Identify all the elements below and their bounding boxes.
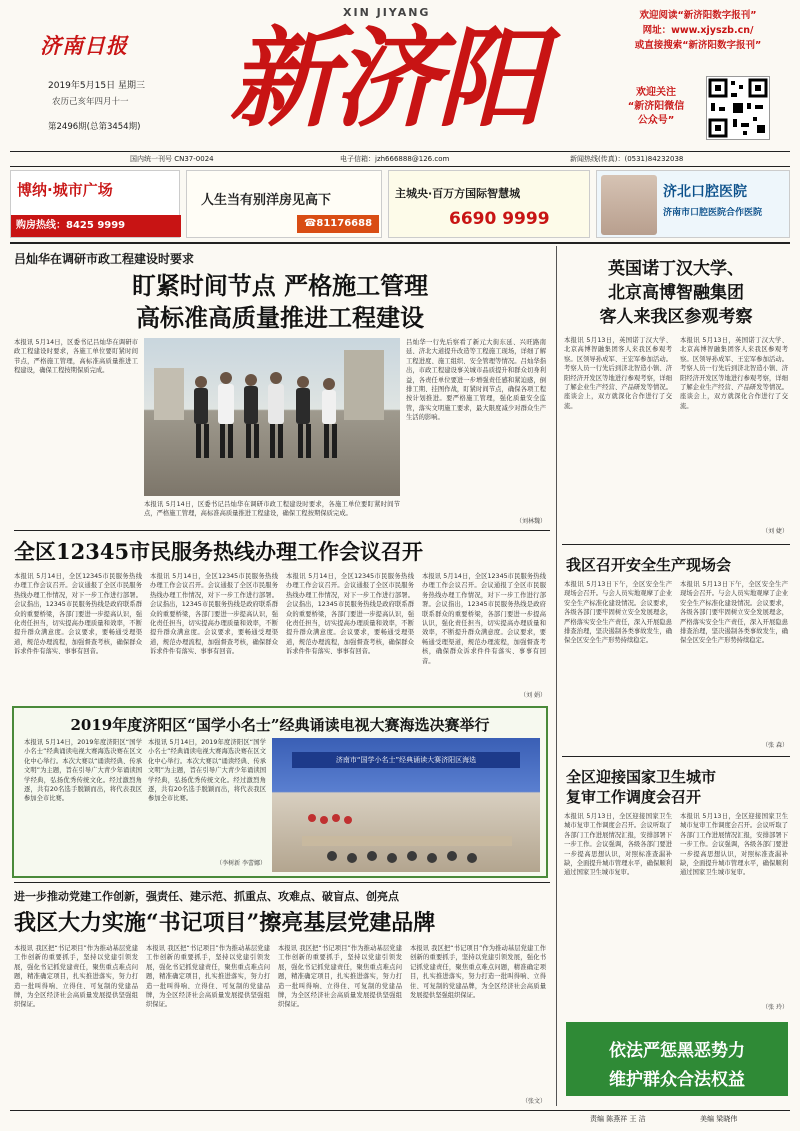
ad2-phone: ☎81176688 (297, 215, 379, 233)
article-safety-meeting (562, 546, 790, 754)
article1-body: 吕灿华一行先后察看了新元大街东延、兴旺路南延、济北大道提升改造等工程施工现场，详细了解工程进度、施工组织、安全管理等情况。吕灿华指出，市政工程建设事关城市品质提升和群众切身利益，各责任单位要进一步增强责任感和紧迫感，倒排工期、挂图作战，盯紧时间节点，确保各项工程按计划推进。要严格施工管理，强化质量安全监管，落实文明施工要求，最大限度减少对群众生产生活的影响。 (406, 339, 546, 422)
cn-number: 国内统一刊号 CN37-0024 (130, 155, 214, 163)
footer (10, 1113, 790, 1127)
article2-body-col2: 本报讯 5月14日，全区12345市民服务热线办理工作会议召开。会议通报了全区市民服务热线办理工作情况，对下一步工作进行部署。会议指出，12345市民服务热线是政府联系群众的重要桥梁，各部门要进一步提高认识，强化责任担当，切实提高办理质量和效率，不断提升群众满意度。会议要求，要畅通受理渠道，规范办理流程，加强督查考核，确保群众诉求件件有落实、事事有回音。 (150, 573, 278, 656)
article2-body-col1: 本报讯 5月14日，全区12345市民服务热线办理工作会议召开。会议通报了全区市民服务热线办理工作情况，对下一步工作进行部署。会议指出，12345市民服务热线是政府联系群众的重要桥梁，各部门要进一步提高认识，强化责任担当，切实提高办理质量和效率，不断提升群众满意度。会议要求，要畅通受理渠道，规范办理流程，加强督查考核，确保群众诉求件件有落实、事事有回音。 (14, 573, 142, 656)
article1-photo (144, 338, 400, 496)
slogan-line1: 依法严惩黑恶势力 (609, 1041, 745, 1061)
article3-body-col1: 本报讯 5月14日，2019年度济阳区“国学小名士”经典诵读电视大赛海选决赛在区文化中心举行。本次大赛以“诵读经典、传承文明”为主题，旨在引导广大青少年诵读国学经典，弘扬优秀传统文化。经过激烈角逐，共有20名选手脱颖而出，将代表我区参加全市比赛。 (24, 739, 142, 803)
ad1-phone: 购房热线：8425 9999 (11, 215, 181, 237)
article3-banner: 济南市“国学小名士”经典诵读大赛济阳区海选 (292, 752, 520, 768)
article3-body-col2: 本报讯 5月14日，2019年度济阳区“国学小名士”经典诵读电视大赛海选决赛在区文化中心举行。本次大赛以“诵读经典、传承文明”为主题，旨在引导广大青少年诵读国学经典，弘扬优秀传统文化。经过激烈角逐，共有20名选手脱颖而出，将代表我区参加全市比赛。 (148, 739, 266, 803)
slogan-box (566, 1022, 788, 1096)
ad4-sub: 济南市口腔医院合作医院 (663, 208, 763, 218)
article7-body-col2: 本报讯 5月13日，全区迎接国家卫生城市复审工作调度会召开。会议听取了各部门工作进展情况汇报，安排部署下一步工作。会议强调，各级各部门要进一步提高思想认识，对照标准查漏补缺，全面提升城市管理水平，确保顺利通过国家卫生城市复审。 (680, 813, 788, 877)
wechat-line2: “新济阳微信 (627, 101, 685, 112)
masthead (0, 0, 800, 152)
article1-body-under-photo: 本报讯 5月14日，区委书记吕灿华在调研市政工程建设时要求，各施工单位要盯紧时间节点，严格施工管理，高标准高质量推进工程建设，确保工程按期保质完成。 (144, 501, 400, 518)
wechat-line3: 公众号” (637, 115, 675, 126)
ad2-title: 人生当有别洋房见高下 (201, 193, 332, 208)
footer-editor: 责编 陈燕祥 王 洁 (590, 1115, 646, 1123)
article-12345-hotline (10, 532, 550, 704)
article1-byline: （刘林魏） (515, 518, 546, 525)
qr-code-icon (706, 76, 770, 140)
footer-designer: 美编 梁晓伟 (700, 1115, 738, 1123)
paper-small-logo: 济南日报 (40, 33, 128, 58)
article7-byline: （张 玲） (762, 1004, 788, 1011)
article-sanitary-city (562, 758, 790, 1018)
main-title: 新济阳 (228, 16, 541, 142)
article4-body-col3: 本报讯 我区把“书记项目”作为推动基层党建工作创新的重要抓手，坚持以党建引领发展，强化书记抓党建责任，聚焦重点难点问题，精准确定项目，扎实推进落实，努力打造一批叫得响、立得住、可复制的党建品牌，为全区经济社会高质量发展提供坚强组织保证。 (278, 945, 402, 1009)
promo-line3: 或直接搜索“新济阳数字报刊” (634, 40, 762, 51)
article3-headline: 2019年度济阳区“国学小名士”经典诵读电视大赛海选决赛举行 (70, 716, 490, 734)
article6-headline: 我区召开安全生产现场会 (566, 556, 732, 574)
article4-kicker: 进一步推动党建工作创新，强责任、建示范、抓重点、攻难点、破盲点、创亮点 (14, 890, 399, 903)
article1-lead: 本报讯 5月14日，区委书记吕灿华在调研市政工程建设时要求，各施工单位要盯紧时间节点，严格施工管理，高标准高质量推进工程建设，确保工程按期保质完成。 (14, 339, 138, 375)
article2-byline: （刘 娟） (520, 692, 546, 699)
promo-line1: 欢迎阅读“新济阳数字报刊” (639, 10, 757, 21)
lunar-date: 农历己亥年四月十一 (52, 97, 129, 107)
article2-headline: 全区12345市民服务热线办理工作会议召开 (14, 539, 424, 564)
article4-body-col2: 本报讯 我区把“书记项目”作为推动基层党建工作创新的重要抓手，坚持以党建引领发展，强化书记抓党建责任，聚焦重点难点问题，精准确定项目，扎实推进落实，努力打造一批叫得响、立得住、可复制的党建品牌，为全区经济社会高质量发展提供坚强组织保证。 (146, 945, 270, 1009)
article5-headline-2: 北京高博智融集团 (608, 283, 744, 303)
ad4-title: 济北口腔医院 (663, 184, 747, 200)
wechat-line1: 欢迎关注 (636, 87, 676, 98)
article2-body-col3: 本报讯 5月14日，全区12345市民服务热线办理工作会议召开。会议通报了全区市民服务热线办理工作情况，对下一步工作进行部署。会议指出，12345市民服务热线是政府联系群众的重要桥梁，各部门要进一步提高认识，强化责任担当，切实提高办理质量和效率，不断提升群众满意度。会议要求，要畅通受理渠道，规范办理流程，加强督查考核，确保群众诉求件件有落实、事事有回音。 (286, 573, 414, 656)
article7-headline-1: 全区迎接国家卫生城市 (566, 768, 717, 786)
article1-headline-2: 高标准高质量推进工程建设 (136, 303, 424, 332)
pinyin-title: XIN JIYANG (343, 6, 431, 19)
article4-byline: （张文） (521, 1098, 546, 1105)
ad-main-city[interactable] (388, 170, 590, 238)
ad-jibei-dental[interactable] (596, 170, 790, 238)
slogan-line2: 维护群众合法权益 (609, 1070, 745, 1090)
article2-body-col4: 本报讯 5月14日，全区12345市民服务热线办理工作会议召开。会议通报了全区市民服务热线办理工作情况，对下一步工作进行部署。会议指出，12345市民服务热线是政府联系群众的重要桥梁，各部门要进一步提高认识，强化责任担当，切实提高办理质量和效率，不断提升群众满意度。会议要求，要畅通受理渠道，规范办理流程，加强督查考核，确保群众诉求件件有落实、事事有回音。 (422, 573, 546, 665)
article-secretary-project (10, 884, 550, 1108)
article1-kicker: 吕灿华在调研市政工程建设时要求 (14, 252, 195, 266)
promo-line2: 网址：www.xjyszb.cn/ (642, 25, 754, 36)
article-municipal-works (10, 246, 550, 528)
article5-headline-3: 客人来我区参观考察 (599, 307, 753, 327)
ad4-photo (601, 175, 657, 235)
article5-headline-1: 英国诺丁汉大学、 (608, 259, 744, 279)
article6-byline: （张 森） (762, 742, 788, 749)
email: 电子信箱：jzh666888@126.com (340, 155, 450, 163)
date-line: 2019年5月15日 星期三 (48, 81, 145, 91)
ad3-title: 主城央·百万方国际智慧城 (395, 187, 521, 200)
article7-body-col1: 本报讯 5月13日，全区迎接国家卫生城市复审工作调度会召开。会议听取了各部门工作进展情况汇报，安排部署下一步工作。会议强调，各级各部门要进一步提高思想认识，对照标准查漏补缺，全面提升城市管理水平，确保顺利通过国家卫生城市复审。 (564, 813, 672, 877)
article-nottingham-visit (562, 246, 790, 542)
article4-body-col4: 本报讯 我区把“书记项目”作为推动基层党建工作创新的重要抓手，坚持以党建引领发展，强化书记抓党建责任，聚焦重点难点问题，精准确定项目，扎实推进落实，努力打造一批叫得响、立得住、可复制的党建品牌，为全区经济社会高质量发展提供坚强组织保证。 (410, 945, 546, 1000)
promo-box (600, 8, 796, 60)
article1-headline-1: 盯紧时间节点 严格施工管理 (131, 271, 429, 300)
ad1-title: 博纳·城市广场 (17, 181, 113, 199)
article7-headline-2: 复审工作调度会召开 (566, 788, 702, 806)
ad-bona-city-plaza[interactable] (10, 170, 180, 238)
news-hotline: 新闻热线(传真)：(0531)84232038 (570, 155, 684, 163)
ad-yangfang[interactable] (186, 170, 382, 238)
article6-body-col1: 本报讯 5月13日下午，全区安全生产现场会召开。与会人员实地观摩了企业安全生产标准化建设情况。会议要求，各级各部门要牢固树立安全发展理念，严格落实安全生产责任，深入开展隐患排查治理，坚决遏制各类事故发生，确保全区安全生产形势持续稳定。 (564, 581, 672, 645)
article4-body-col1: 本报讯 我区把“书记项目”作为推动基层党建工作创新的重要抓手，坚持以党建引领发展，强化书记抓党建责任，聚焦重点难点问题，精准确定项目，扎实推进落实，努力打造一批叫得响、立得住、可复制的党建品牌，为全区经济社会高质量发展提供坚强组织保证。 (14, 945, 138, 1009)
article6-body-col2: 本报讯 5月13日下午，全区安全生产现场会召开。与会人员实地观摩了企业安全生产标准化建设情况。会议要求，各级各部门要牢固树立安全发展理念，严格落实安全生产责任，深入开展隐患排查治理，坚决遏制各类事故发生，确保全区安全生产形势持续稳定。 (680, 581, 788, 645)
article5-byline: （刘 婕） (762, 528, 788, 535)
article-guoxue-contest (12, 706, 548, 878)
article3-byline: （李树新 李蕾娜） (216, 860, 266, 867)
info-bar (10, 153, 790, 165)
ad3-phone: 6690 9999 (449, 209, 550, 229)
article3-photo (272, 738, 540, 872)
article4-headline: 我区大力实施“书记项目”擦亮基层党建品牌 (14, 910, 436, 936)
ad-strip (10, 170, 790, 238)
article5-body-col2: 本报讯 5月13日，英国诺丁汉大学、北京高博智融集团客人来我区参观考察。区领导孙成军、王宏军参加活动。考察人员一行先后到济北智造小镇、济阳经济开发区等地进行参观考察，详细了解企业生产经营、产品研发等情况。座谈会上，双方就深化合作进行了交流。 (680, 337, 788, 410)
wechat-promo (614, 86, 698, 128)
article5-body-col1: 本报讯 5月13日，英国诺丁汉大学、北京高博智融集团客人来我区参观考察。区领导孙成军、王宏军参加活动。考察人员一行先后到济北智造小镇、济阳经济开发区等地进行参观考察，详细了解企业生产经营、产品研发等情况。座谈会上，双方就深化合作进行了交流。 (564, 337, 672, 410)
issue-number: 第2496期(总第3454期) (48, 122, 141, 132)
